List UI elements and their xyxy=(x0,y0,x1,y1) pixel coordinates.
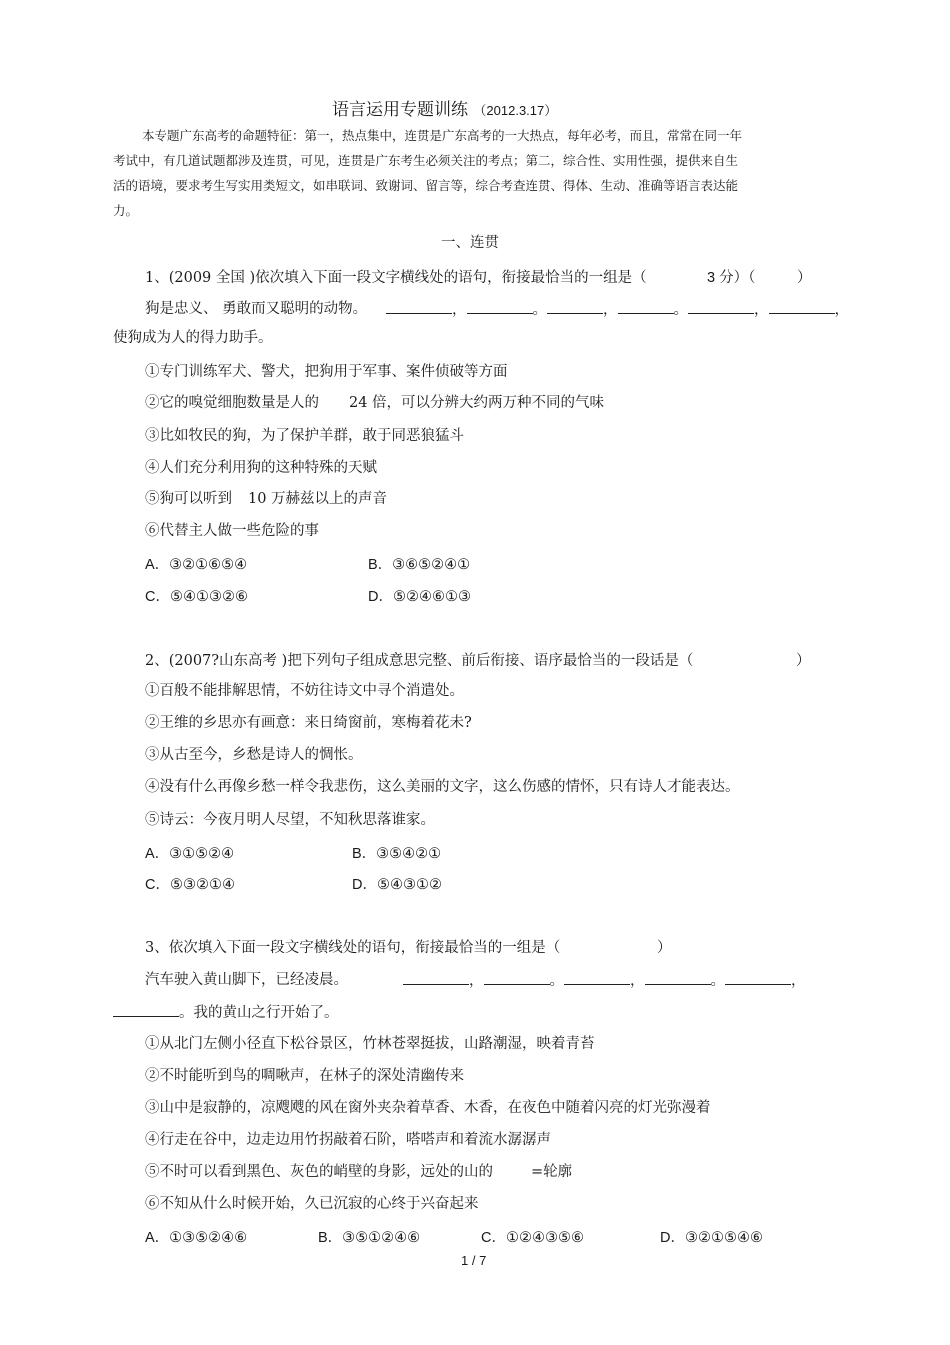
q3-sentence-4: ④行走在谷中，边走边用竹拐敲着石阶，嗒嗒声和着流水潺潺声 xyxy=(145,1132,551,1148)
q2-sentence-4: ④没有什么再像乡愁一样令我悲伤，这么美丽的文字，这么伤感的情怀，只有诗人才能表达。 xyxy=(145,779,740,795)
q1-sentence-2: ②它的嗅觉细胞数量是人的 24 倍，可以分辨大约两万种不同的气味 xyxy=(145,395,605,411)
blank[interactable] xyxy=(618,299,674,314)
q1-sentence-6: ⑥代替主人做一些危险的事 xyxy=(145,523,319,539)
q1-blanks: ， 。 ， 。 ， ， xyxy=(386,299,849,320)
q3-sentence-1: ①从北门左侧小径直下松谷景区，竹林苍翠挺拔，山路潮湿，映着青苔 xyxy=(145,1036,595,1052)
blank[interactable] xyxy=(564,970,630,985)
q1-option-a[interactable]: A．③②①⑥⑤④ xyxy=(145,557,248,573)
q2-sentence-2: ②王维的乡思亦有画意：来日绮窗前，寒梅着花未? xyxy=(145,715,472,731)
q1-sentence-5: ⑤狗可以听到 10 万赫兹以上的声音 xyxy=(145,491,388,507)
q2-sentence-3: ③从古至今，乡愁是诗人的惆怅。 xyxy=(145,747,363,763)
q2-option-c[interactable]: C．⑤③②①④ xyxy=(145,877,235,893)
q3-passage-start: 汽车驶入黄山脚下，已经凌晨。 xyxy=(145,972,348,988)
page-number: 1 / 7 xyxy=(461,1253,487,1268)
q1-sentence-4: ④人们充分利用狗的这种特殊的天赋 xyxy=(145,460,377,476)
q3-paren-close: ） xyxy=(657,940,672,956)
blank[interactable] xyxy=(484,970,550,985)
title-date: （2012.3.17） xyxy=(473,103,558,118)
q2-paren-close: ） xyxy=(796,653,811,669)
q1-passage-end: 使狗成为人的得力助手。 xyxy=(113,330,273,346)
q3-sentence-6: ⑥不知从什么时候开始，久已沉寂的心终于兴奋起来 xyxy=(145,1196,479,1212)
q2-option-a[interactable]: A．③①⑤②④ xyxy=(145,846,235,862)
q3-option-d[interactable]: D．③②①⑤④⑥ xyxy=(660,1230,763,1246)
blank[interactable] xyxy=(688,299,754,314)
blank[interactable] xyxy=(645,970,711,985)
q1-stem: 1、(2009 全国 )依次填入下面一段文字横线处的语句，衔接最恰当的一组是（ xyxy=(145,270,647,286)
blank[interactable] xyxy=(113,1002,179,1017)
q3-sentence-2: ②不时能听到鸟的啁啾声，在林子的深处清幽传来 xyxy=(145,1068,464,1084)
q1-sentence-3: ③比如牧民的狗，为了保护羊群，敢于同恶狼猛斗 xyxy=(145,428,464,444)
title-text: 语言运用专题训练 xyxy=(332,100,468,120)
blank[interactable] xyxy=(725,970,791,985)
blank[interactable] xyxy=(386,299,452,314)
q1-option-b[interactable]: B．③⑥⑤②④① xyxy=(368,557,471,573)
q2-option-d[interactable]: D．⑤④③①② xyxy=(352,877,442,893)
q3-option-b[interactable]: B．③⑤①②④⑥ xyxy=(318,1230,421,1246)
blank[interactable] xyxy=(467,299,533,314)
intro-line-4: 力。 xyxy=(113,203,139,218)
q1-score: 3 分）（ xyxy=(707,270,756,286)
q3-sentence-5: ⑤不时可以看到黑色、灰色的峭壁的身影，远处的山的 =轮廓 xyxy=(145,1164,573,1180)
intro-line-2: 考试中，有几道试题都涉及连贯，可见，连贯是广东考生必须关注的考点；第二，综合性、实用性强，提供来自生 xyxy=(113,153,739,168)
q3-option-a[interactable]: A．①③⑤②④⑥ xyxy=(145,1230,248,1246)
q3-passage-end: 。我的黄山之行开始了。 xyxy=(113,1002,339,1023)
q3-stem: 3、依次填入下面一段文字横线处的语句，衔接最恰当的一组是（ xyxy=(145,940,561,956)
q2-sentence-5: ⑤诗云：今夜月明人尽望，不知秋思落谁家。 xyxy=(145,812,435,828)
q2-sentence-1: ①百般不能排解思情，不妨往诗文中寻个消遣处。 xyxy=(145,683,464,699)
section-title: 一、连贯 xyxy=(441,235,499,251)
q3-blanks: ， 。 ， 。 ， xyxy=(403,970,806,991)
q2-stem: 2、(2007?山东高考 )把下列句子组成意思完整、前后衔接、语序最恰当的一段话是（ xyxy=(145,653,694,669)
page-title xyxy=(332,100,557,121)
blank[interactable] xyxy=(769,299,835,314)
q1-paren-close: ） xyxy=(797,270,812,286)
intro-line-1: 本专题广东高考的命题特征：第一，热点集中，连贯是广东高考的一大热点，每年必考，而且，常常在同一年 xyxy=(142,128,743,143)
q2-option-b[interactable]: B．③⑤④②① xyxy=(352,846,442,862)
q1-passage-start: 狗是忠义、 勇敢而又聪明的动物。 xyxy=(145,301,368,317)
q1-option-d[interactable]: D．⑤②④⑥①③ xyxy=(368,589,471,605)
q1-sentence-1: ①专门训练军犬、警犬，把狗用于军事、案件侦破等方面 xyxy=(145,364,508,380)
q1-option-c[interactable]: C．⑤④①③②⑥ xyxy=(145,589,248,605)
blank[interactable] xyxy=(403,970,469,985)
q3-sentence-3: ③山中是寂静的，凉飕飕的风在窗外夹杂着草香、木香，在夜色中随着闪亮的灯光弥漫着 xyxy=(145,1100,711,1116)
blank[interactable] xyxy=(547,299,603,314)
q3-option-c[interactable]: C．①②④③⑤⑥ xyxy=(481,1230,584,1246)
intro-line-3: 活的语境，要求考生写实用类短文，如串联词、致谢词、留言等，综合考查连贯、得体、生动、准确等语言表达能 xyxy=(113,178,739,193)
